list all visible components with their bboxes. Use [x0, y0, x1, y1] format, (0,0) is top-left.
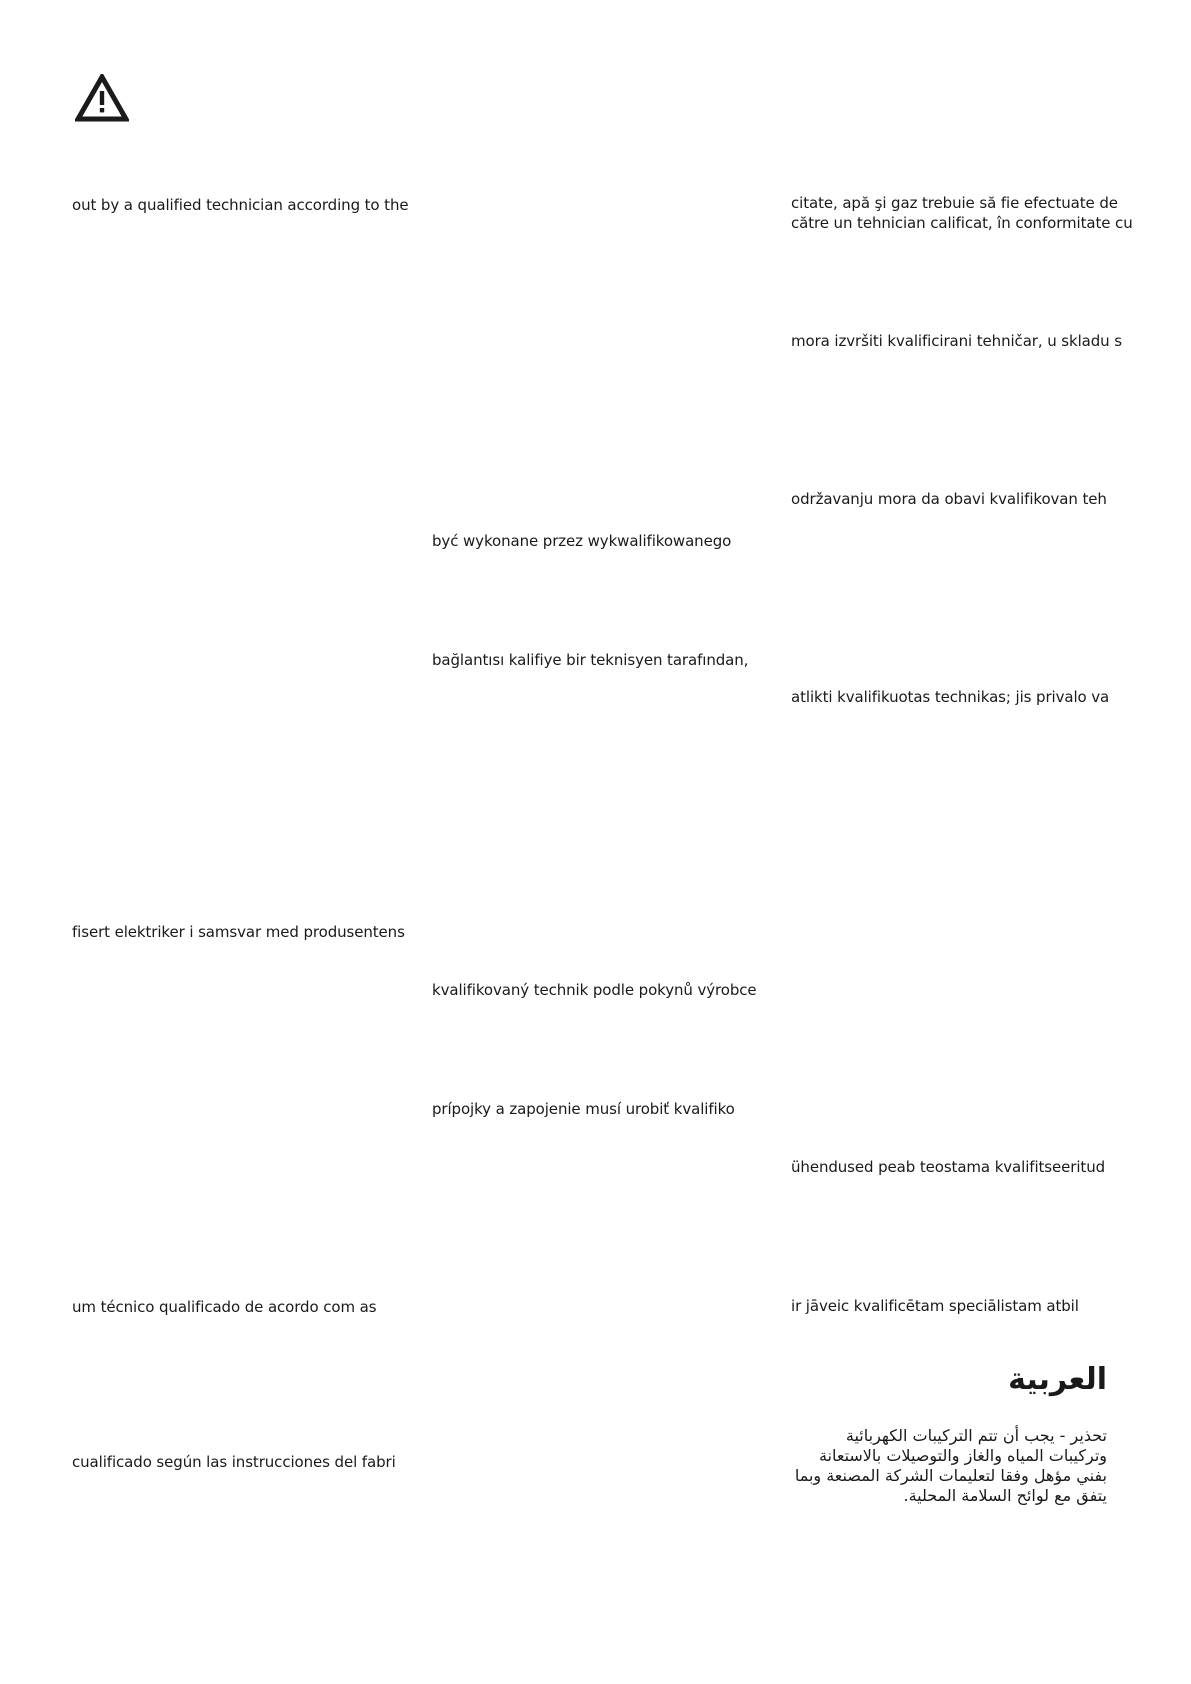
arabic-line: يتفق مع لوائح السلامة المحلية. — [903, 1486, 1107, 1505]
arabic-line: وتركيبات المياه والغاز والتوصيلات بالاستعانة — [818, 1446, 1107, 1465]
serbian-text-fragment: održavanju mora da obavi kvalifikovan teh — [791, 490, 1107, 508]
croatian-text-fragment: mora izvršiti kvalificirani tehničar, u skladu s — [791, 332, 1122, 350]
norwegian-text-fragment: fisert elektriker i samsvar med produsentens — [72, 923, 405, 941]
polish-text-fragment: być wykonane przez wykwalifikowanego — [432, 532, 732, 550]
english-text-fragment: out by a qualified technician according to the — [72, 196, 409, 214]
czech-text-fragment: kvalifikovaný technik podle pokynů výrobce — [432, 981, 757, 999]
romanian-text-line-2: către un tehnician calificat, în conformitate cu — [791, 214, 1133, 232]
latvian-text-fragment: ir jāveic kvalificētam speciālistam atbil — [791, 1297, 1079, 1315]
portuguese-text-fragment: um técnico qualificado de acordo com as — [72, 1298, 377, 1316]
arabic-line: تحذير - يجب أن تتم التركيبات الكهربائية — [845, 1426, 1107, 1445]
arabic-line: بفني مؤهل وفقا لتعليمات الشركة المصنعة وبما — [794, 1466, 1107, 1485]
estonian-text-fragment: ühendused peab teostama kvalifitseeritud — [791, 1158, 1106, 1176]
spanish-text-fragment: cualificado según las instrucciones del fabri — [72, 1453, 396, 1471]
arabic-section-heading: العربية — [1008, 1362, 1107, 1397]
arabic-warning-text — [787, 1426, 1107, 1506]
romanian-text-line-1: citate, apă şi gaz trebuie să fie efectuate de — [791, 194, 1118, 212]
warning-triangle-icon — [75, 74, 129, 122]
lithuanian-text-fragment: atlikti kvalifikuotas technikas; jis privalo va — [791, 688, 1110, 706]
turkish-text-fragment: bağlantısı kalifiye bir teknisyen tarafından, — [432, 651, 749, 669]
slovak-text-fragment: prípojky a zapojenie musí urobiť kvalifiko — [432, 1100, 735, 1118]
